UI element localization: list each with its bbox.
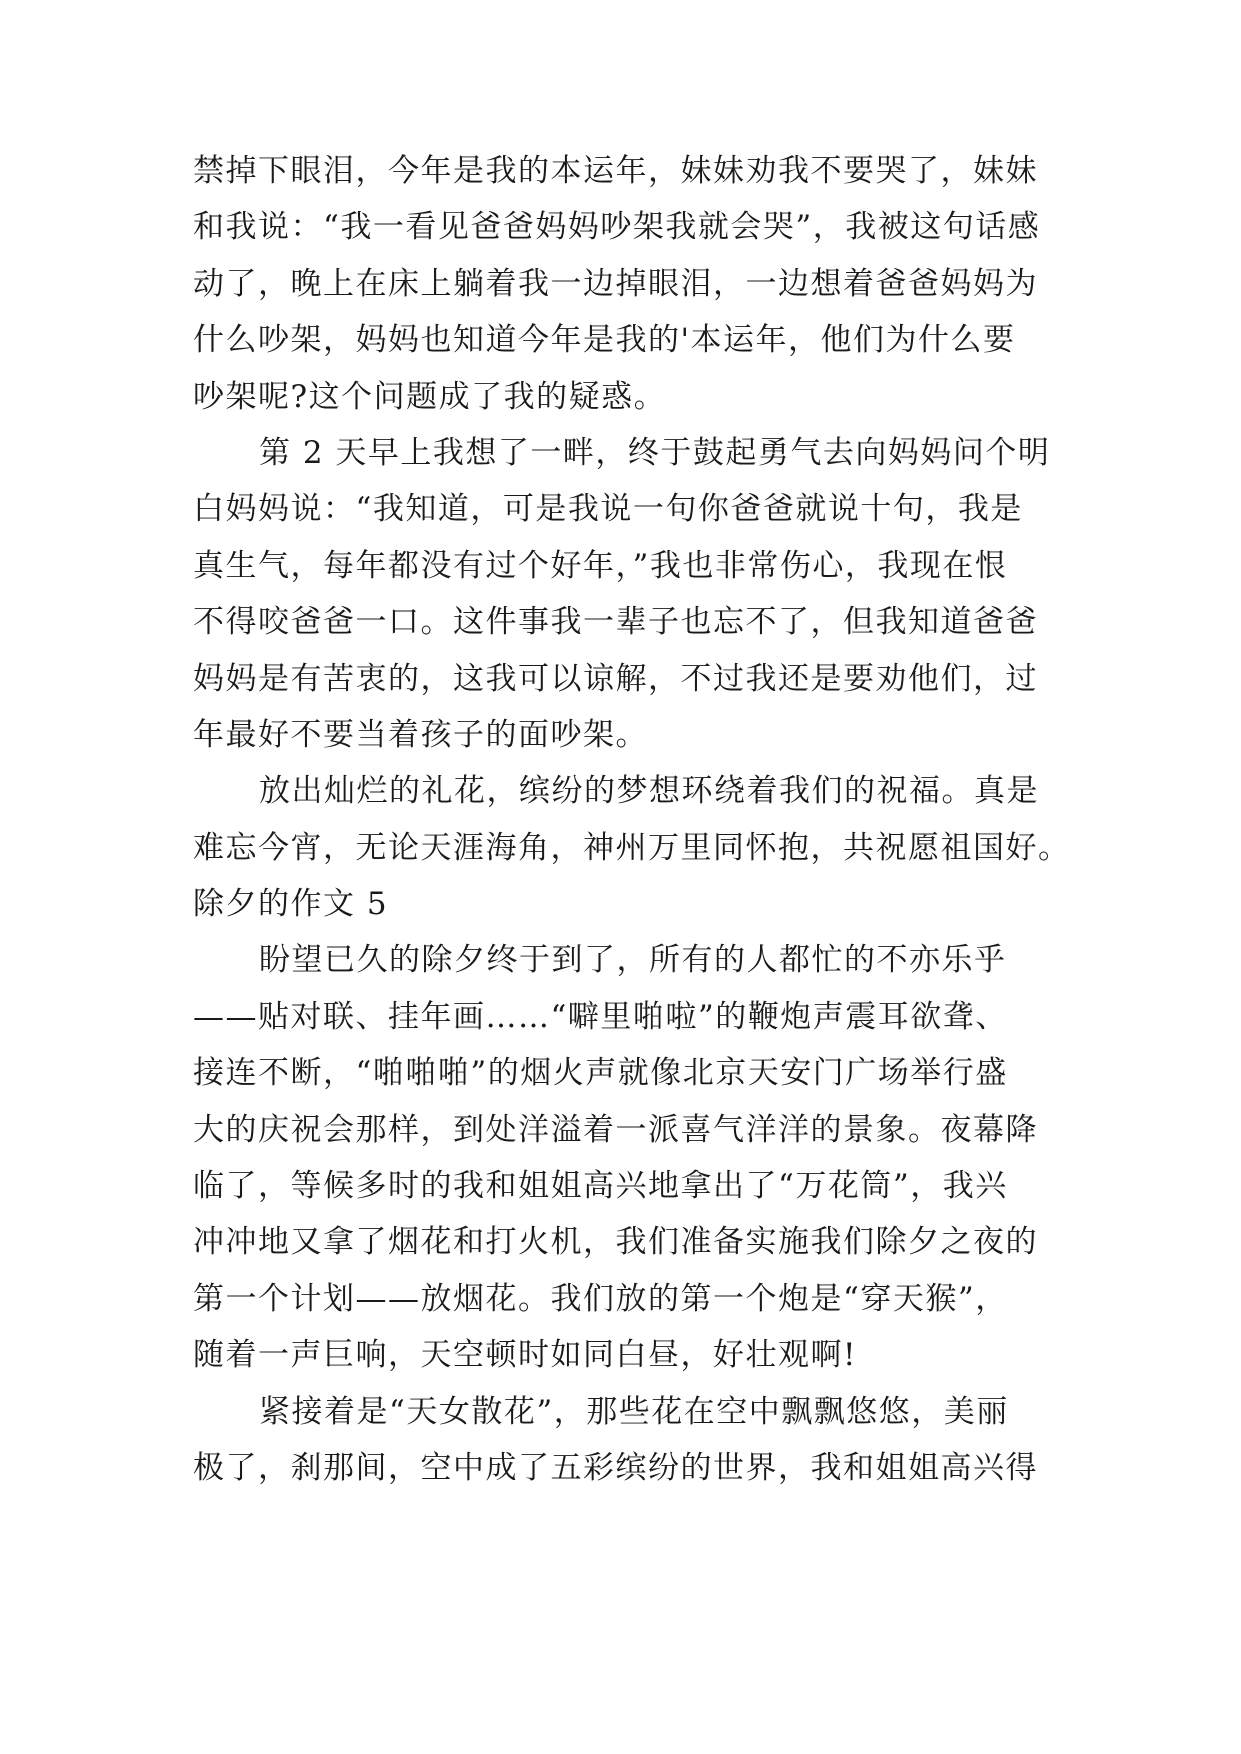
text-line-10: 妈妈是有苦衷的，这我可以谅解，不过我还是要劝他们，过 <box>193 660 1038 697</box>
document-body <box>193 143 1071 1496</box>
text-line-8: 真生气，每年都没有过个好年，”我也非常伤心，我现在恨 <box>193 547 1008 584</box>
section-heading: 除夕的作文 5 <box>193 886 389 923</box>
text-line-18: 大的庆祝会那样，到处洋溢着一派喜气洋洋的景象。夜幕降 <box>193 1111 1038 1148</box>
text-line-16: ——贴对联、挂年画……“噼里啪啦”的鞭炮声震耳欲聋、 <box>193 998 1008 1035</box>
text-line-2: 和我说：“我一看见爸爸妈妈吵架我就会哭”，我被这句话感 <box>193 209 1041 246</box>
text-line-5: 吵架呢?这个问题成了我的疑惑。 <box>193 378 667 415</box>
text-line-6: 第 2 天早上我想了一畔，终于鼓起勇气去向妈妈问个明 <box>259 434 1051 471</box>
text-line-12: 放出灿烂的礼花，缤纷的梦想环绕着我们的祝福。真是 <box>259 773 1039 810</box>
text-line-11: 年最好不要当着孩子的面吵架。 <box>193 716 648 753</box>
text-line-4: 什么吵架，妈妈也知道今年是我的'本运年，他们为什么要 <box>193 322 1016 359</box>
text-line-13: 难忘今宵，无论天涯海角，神州万里同怀抱，共祝愿祖国好。 <box>193 829 1071 866</box>
text-line-24: 极了，刹那间，空中成了五彩缤纷的世界，我和姐姐高兴得 <box>193 1449 1038 1486</box>
text-line-20: 冲冲地又拿了烟花和打火机，我们准备实施我们除夕之夜的 <box>193 1224 1038 1261</box>
text-line-22: 随着一声巨响，天空顿时如同白昼，好壮观啊! <box>193 1337 857 1374</box>
text-line-15: 盼望已久的除夕终于到了，所有的人都忙的不亦乐乎 <box>259 942 1007 979</box>
text-line-23: 紧接着是“天女散花”，那些花在空中飘飘悠悠，美丽 <box>259 1393 1009 1430</box>
text-line-3: 动了，晚上在床上躺着我一边掉眼泪，一边想着爸爸妈妈为 <box>193 265 1038 302</box>
text-line-1: 禁掉下眼泪，今年是我的本运年，妹妹劝我不要哭了，妹妹 <box>193 153 1038 189</box>
text-line-21: 第一个计划——放烟花。我们放的第一个炮是“穿天猴”， <box>193 1280 1008 1317</box>
text-line-7: 白妈妈说：“我知道，可是我说一句你爸爸就说十句，我是 <box>193 491 1023 528</box>
text-line-17: 接连不断，“啪啪啪”的烟火声就像北京天安门广场举行盛 <box>193 1055 1008 1092</box>
text-line-19: 临了，等候多时的我和姐姐高兴地拿出了“万花筒”，我兴 <box>193 1168 1008 1205</box>
text-line-9: 不得咬爸爸一口。这件事我一辈子也忘不了，但我知道爸爸 <box>193 604 1038 641</box>
